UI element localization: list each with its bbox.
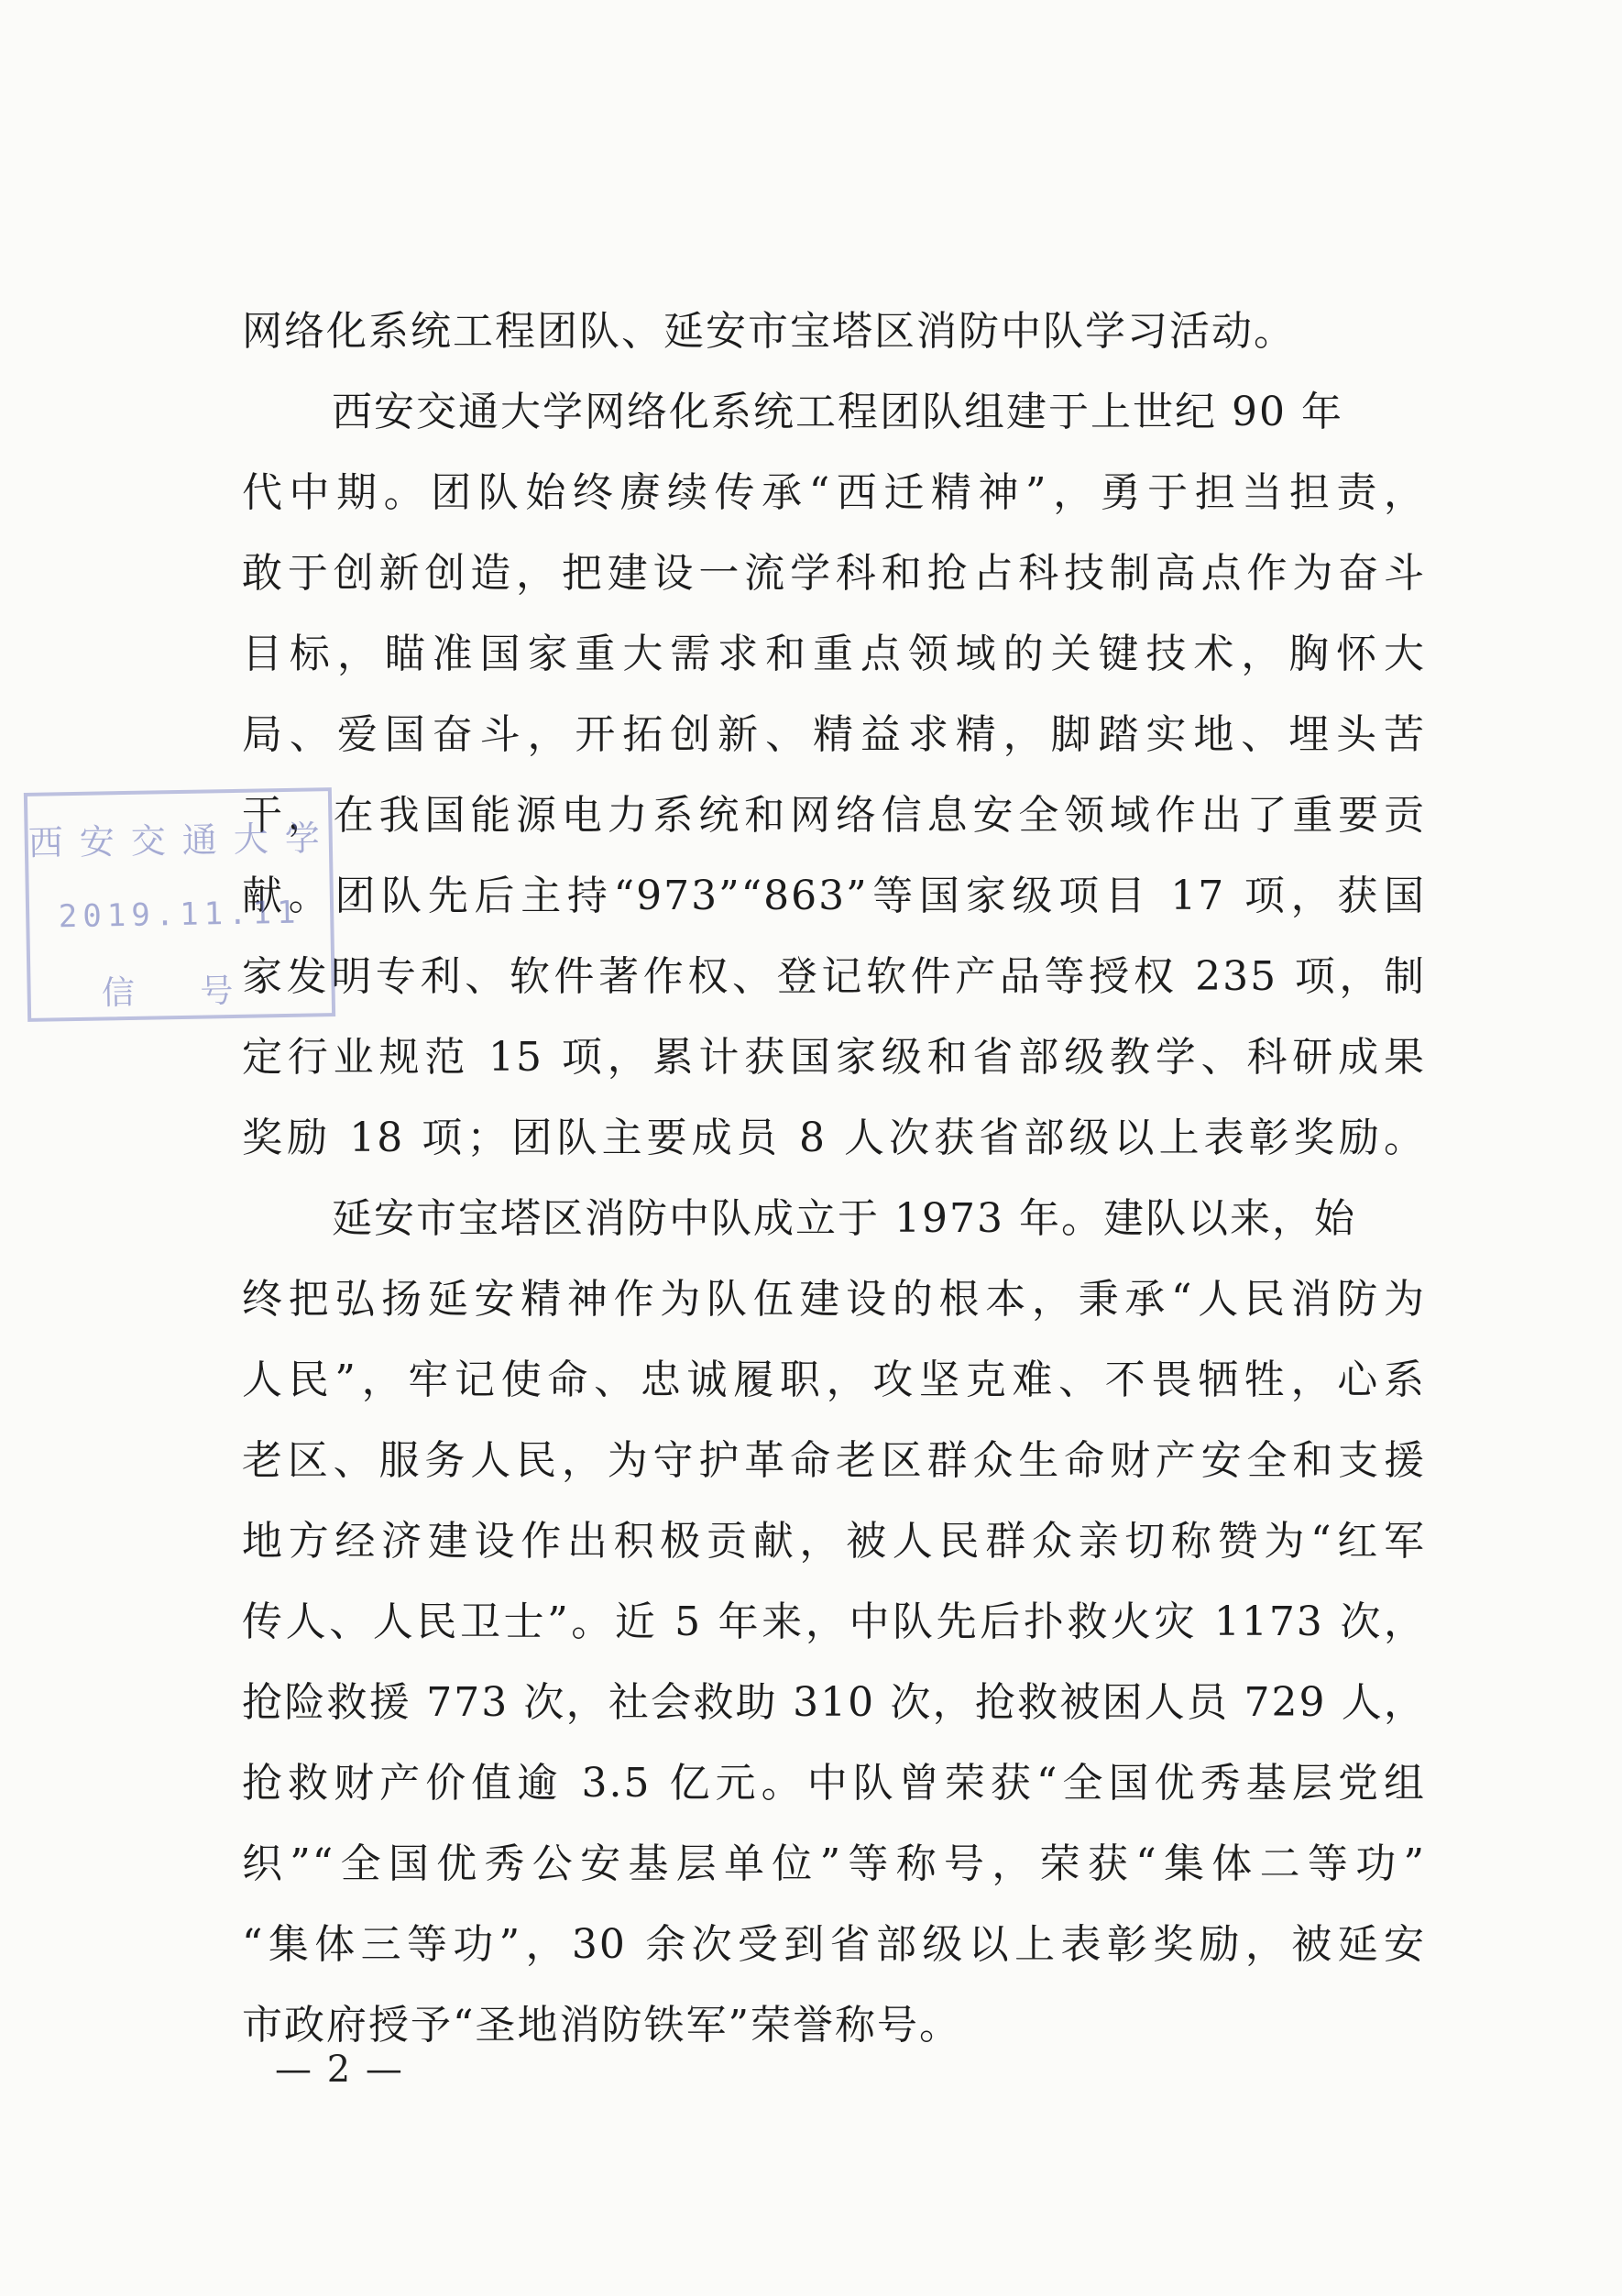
text-line-1: 网络化系统工程团队、延安市宝塔区消防中队学习活动。 [242,308,1296,355]
text-line-3: 代中期。团队始终赓续传承“西迁精神”，勇于担当担责， [242,469,1426,516]
text-line-10: 定行业规范 15 项，累计获国家级和省部级教学、科研成果 [242,1034,1426,1081]
text-line-8: 献。团队先后主持“973”“863”等国家级项目 17 项，获国 [242,873,1426,919]
text-line-6: 局、爱国奋斗，开拓创新、精益求精，脚踏实地、埋头苦 [242,711,1426,758]
text-line-4: 敢于创新创造，把建设一流学科和抢占科技制高点作为奋斗 [242,550,1426,597]
text-line-12: 延安市宝塔区消防中队成立于 1973 年。建队以来，始 [332,1195,1356,1242]
text-line-22: 市政府授予“圣地消防铁军”荣誉称号。 [242,2002,961,2049]
text-line-20: 织”“全国优秀公安基层单位”等称号，荣获“集体二等功” [242,1840,1426,1887]
text-line-2: 西安交通大学网络化系统工程团队组建于上世纪 90 年 [332,389,1343,435]
stamp-date-text: 2019.11.11 [58,894,301,936]
text-line-13: 终把弘扬延安精神作为队伍建设的根本，秉承“人民消防为 [242,1276,1426,1323]
text-line-7: 干，在我国能源电力系统和网络信息安全领域作出了重要贡 [242,792,1426,839]
stamp-bottom-text: 信 号 [101,972,261,1013]
stamp-top-text: 西安交通大学 [27,818,337,863]
page-number: — 2 — [275,2049,404,2091]
text-line-18: 抢险救援 773 次，社会救助 310 次，抢救被困人员 729 人， [242,1679,1426,1726]
document-body [242,291,1426,2066]
text-line-19: 抢救财产价值逾 3.5 亿元。中队曾荣获“全国优秀基层党组 [242,1760,1426,1807]
text-line-9: 家发明专利、软件著作权、登记软件产品等授权 235 项，制 [242,953,1426,1000]
text-line-5: 目标，瞄准国家重大需求和重点领域的关键技术，胸怀大 [242,631,1426,677]
text-line-11: 奖励 18 项；团队主要成员 8 人次获省部级以上表彰奖励。 [242,1115,1426,1161]
received-stamp [24,787,335,1022]
text-line-16: 地方经济建设作出积极贡献，被人民群众亲切称赞为“红军 [242,1518,1426,1565]
text-line-17: 传人、人民卫士”。近 5 年来，中队先后扑救火灾 1173 次， [242,1598,1426,1645]
text-line-21: “集体三等功”，30 余次受到省部级以上表彰奖励，被延安 [242,1921,1426,1968]
text-line-15: 老区、服务人民，为守护革命老区群众生命财产安全和支援 [242,1437,1426,1484]
text-line-14: 人民”，牢记使命、忠诚履职，攻坚克难、不畏牺牲，心系 [242,1357,1426,1403]
